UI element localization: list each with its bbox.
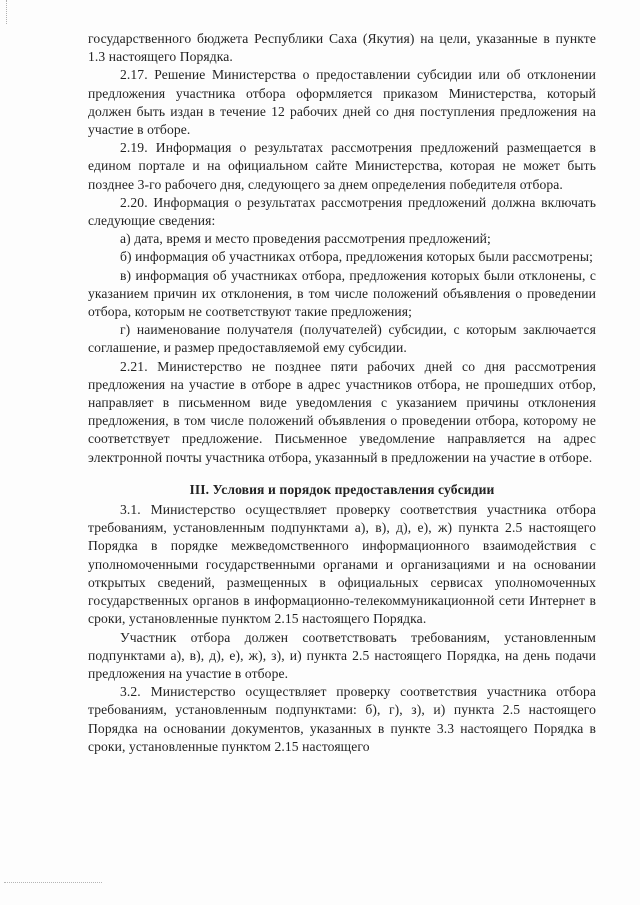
paragraph-participant-requirements: Участник отбора должен соответствовать требованиям, установленным подпунктами а), в), д), е), ж), з), и) пункта 2.5 настоящего Порядка, на день подачи предложения на участие в отборе.: [88, 629, 596, 681]
list-item-v: в) информация об участниках отбора, предложения которых были отклонены, с указанием причин их отклонения, в том числе положений объявления о проведении отбора, которым не соответствуют такие предложения;: [88, 267, 596, 320]
paragraph-2-19: 2.19. Информация о результатах рассмотрения предложений размещается в едином портале и на официальном сайте Министерства, которая не может быть позднее 3-го рабочего дня, следующего за днем определения победителя отбора.: [88, 140, 596, 192]
paragraph-2-20: 2.20. Информация о результатах рассмотрения предложений должна включать следующие сведения:: [88, 194, 596, 229]
document-body: [88, 30, 596, 756]
scan-footer-mark: [4, 882, 102, 883]
list-item-g: г) наименование получателя (получателей) субсидии, с которым заключается соглашение, и размер предоставляемой ему субсидии.: [88, 322, 596, 356]
section-title: III. Условия и порядок предоставления субсидии: [189, 481, 495, 497]
paragraph-2-21: 2.21. Министерство не позднее пяти рабочих дней со дня рассмотрения предложения на участие в отборе в адрес участников отбора, не прошедших отбор, направляет в письменном виде уведомления с указанием причины отклонения предложения, в том числе положений объявления о проведении отбора, которому не соответствует предложение. Письменное уведомление направляется на адрес электронной почты участника отбора, указанный в предложении на участие в отборе.: [88, 358, 596, 465]
paragraph-3-1: 3.1. Министерство осуществляет проверку соответствия участника отбора требованиям, установленным подпунктами а), в), д), е), ж) пункта 2.5 настоящего Порядка в порядке межведомственного информационного взаимодействия с уполномоченными государственными органами и организациями и на основании открытых сведений, размещенных в официальных сервисах уполномоченных государственных органов в информационно-телекоммуникационной сети Интернет в сроки, установленные пунктом 2.15 настоящего Порядка.: [88, 502, 596, 627]
scan-edge-mark: [6, 0, 9, 24]
list-item-a: а) дата, время и место проведения рассмотрения предложений;: [120, 231, 491, 247]
paragraph-3-2: 3.2. Министерство осуществляет проверку соответствия участника отбора требованиям, установленным подпунктами: б), г), з), и) пункта 2.5 настоящего Порядка на основании документов, указанных в пункте 3.3 настоящего Порядка в сроки, установленные пунктом 2.15 настоящего: [88, 684, 596, 754]
list-item-b: б) информация об участниках отбора, предложения которых были рассмотрены;: [120, 249, 593, 265]
paragraph-continuation: государственного бюджета Республики Саха (Якутия) на цели, указанные в пункте 1.3 настоящего Порядка.: [88, 31, 596, 65]
paragraph-2-17: 2.17. Решение Министерства о предоставлении субсидии или об отклонении предложения участника отбора оформляется приказом Министерства, который должен быть издан в течение 12 рабочих дней со дня поступления предложения на участие в отборе.: [88, 67, 596, 138]
